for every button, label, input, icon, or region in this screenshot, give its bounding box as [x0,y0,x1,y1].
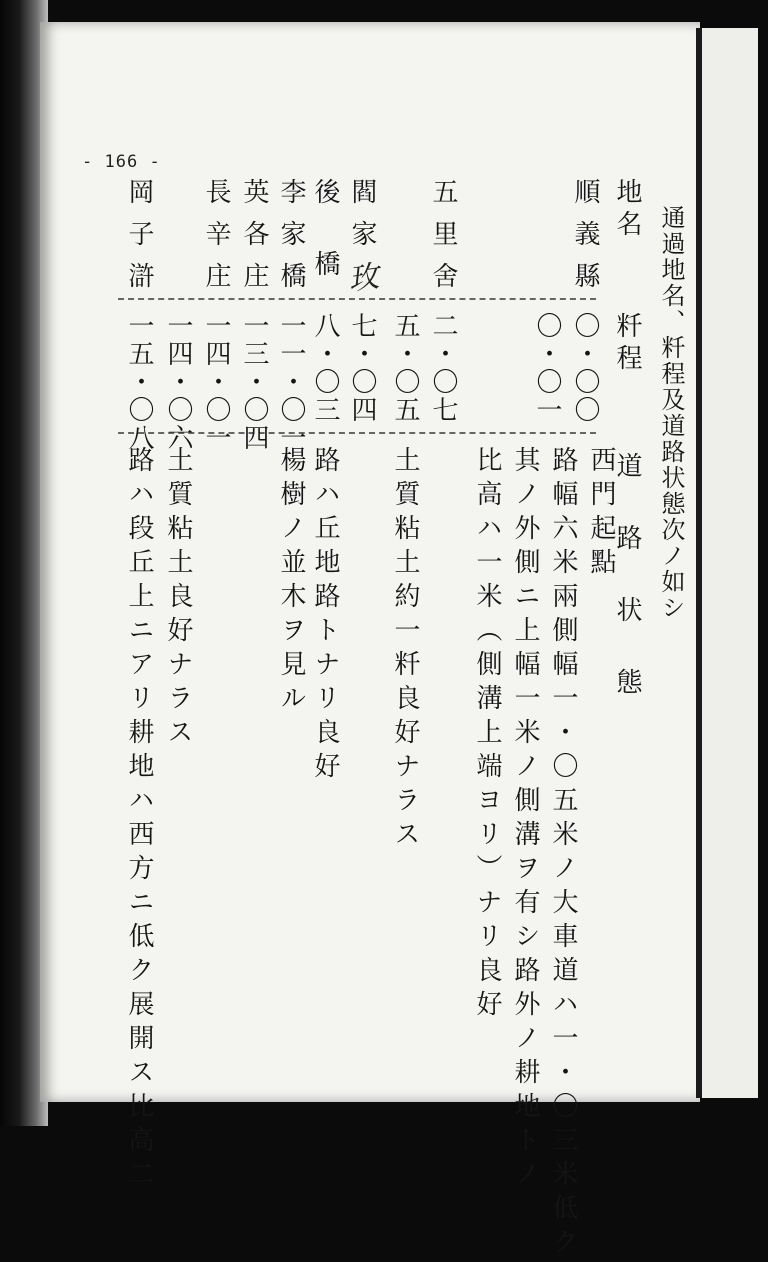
place-cell: 閻家 [347,178,377,262]
road-cell: 西門起點 路幅六米兩側幅一・〇五米ノ大車道ハ一・〇三米低ク 其ノ外側ニ上幅一米ノ側溝ヲ有シ路外ノ耕地トノ 比高ハ一米（側溝上端ヨリ）ナリ良好 [472,446,616,1262]
road-cell: 路ハ段丘上ニアリ耕地ハ西方ニ低ク展開ス比高二 [124,446,154,1194]
header-distance: 粁程 [612,312,642,376]
road-cell: 楊樹ノ並木ヲ見ル [276,446,306,718]
place-cell: 五里舍 [428,178,458,304]
distance-cell: 一三・〇四 [239,312,269,452]
distance-cell: 〇・〇一 [532,312,562,424]
header-place: 地名 [612,178,642,242]
page-number: - 166 - [82,152,161,172]
place-cell: 岡子滸 [124,178,154,304]
distance-cell: 一五・〇八 [124,312,154,452]
distance-cell: 五・〇五 [390,312,420,424]
place-cell: 長辛庄 [201,178,231,304]
road-cell: 土質粘土良好ナラス [163,446,193,752]
place-cell: 後橋 [310,178,340,322]
rule-top [118,298,596,300]
distance-cell: 〇・〇〇 [570,312,600,424]
place-cell: 英各庄 [239,178,269,304]
distance-cell: 一四・〇六 [163,312,193,452]
adjacent-page-edge [702,28,758,1098]
distance-cell: 八・〇三 [310,312,340,424]
place-cell: 順義縣 [570,178,600,304]
road-cell: 土質粘土約一粁良好ナラス [390,446,420,854]
distance-cell: 一一・〇一 [276,312,306,452]
distance-cell: 七・〇四 [347,312,377,424]
handwritten-mark: 玫 [346,259,381,298]
distance-cell: 一四・〇一 [201,312,231,452]
header-road: 道路状態 [612,452,642,740]
page-title: 通過地名、粁程及道路状態次ノ如シ [657,205,685,621]
road-cell: 路ハ丘地路トナリ良好 [310,446,340,786]
distance-cell: 二・〇七 [428,312,458,424]
place-cell: 李家橋 [276,178,306,304]
